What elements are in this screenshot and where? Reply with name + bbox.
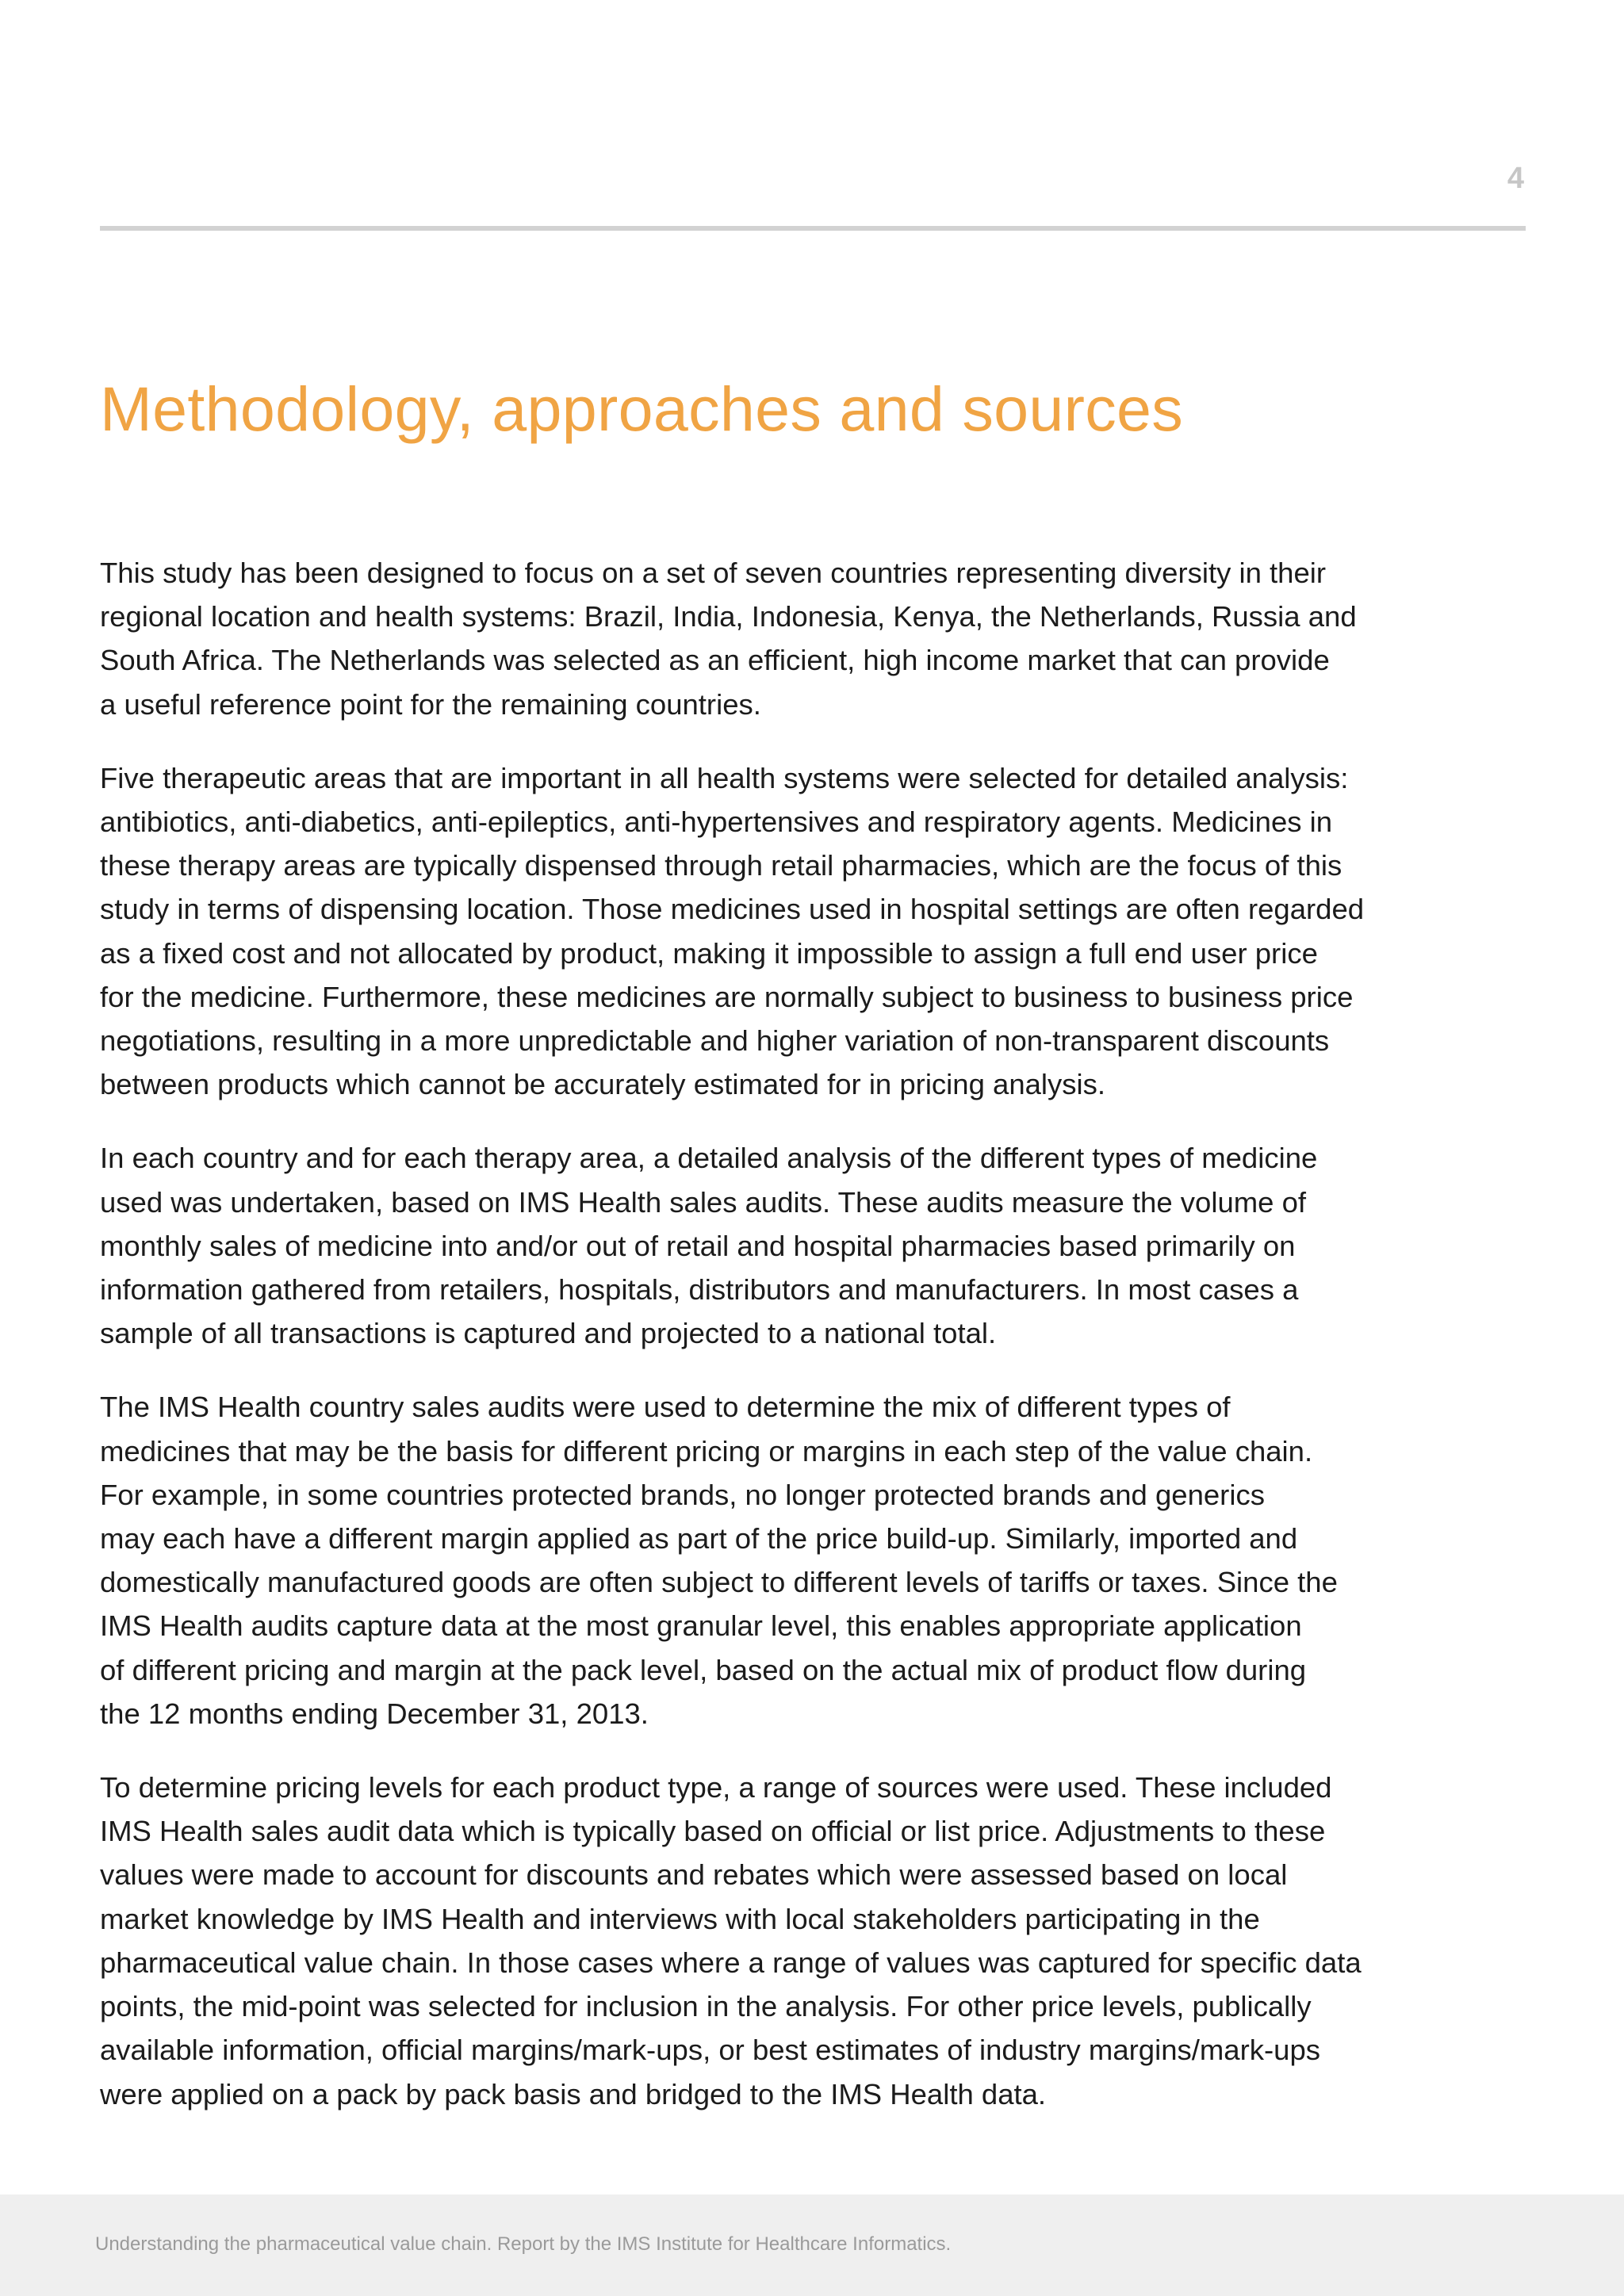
text-line: medicines that may be the basis for different pricing or margins in each step of the value chain.	[100, 1434, 1313, 1468]
paragraph-2	[100, 756, 1496, 1107]
text-line: a useful reference point for the remaining countries.	[100, 687, 761, 721]
body-text	[100, 551, 1496, 2146]
text-line: IMS Health audits capture data at the most granular level, this enables appropriate application	[100, 1609, 1302, 1643]
text-line: used was undertaken, based on IMS Health sales audits. These audits measure the volume of	[100, 1185, 1307, 1219]
text-line: available information, official margins/mark-ups, or best estimates of industry margins/mark-ups	[100, 2034, 1321, 2067]
text-line: In each country and for each therapy area, a detailed analysis of the different types of medicine	[100, 1142, 1318, 1175]
text-line: To determine pricing levels for each product type, a range of sources were used. These included	[100, 1771, 1332, 1804]
text-line: regional location and health systems: Brazil, India, Indonesia, Kenya, the Netherlands, Russia and	[100, 600, 1357, 633]
text-line: sample of all transactions is captured and projected to a national total.	[100, 1317, 997, 1350]
text-line: For example, in some countries protected brands, no longer protected brands and generics	[100, 1478, 1265, 1511]
text-line: the 12 months ending December 31, 2013.	[100, 1697, 649, 1730]
paragraph-4	[100, 1385, 1496, 1735]
text-line: of different pricing and margin at the pack level, based on the actual mix of product flow during	[100, 1653, 1307, 1686]
paragraph-3	[100, 1136, 1496, 1355]
text-line: Five therapeutic areas that are important in all health systems were selected for detailed analysis:	[100, 761, 1349, 794]
text-line: were applied on a pack by pack basis and bridged to the IMS Health data.	[100, 2077, 1047, 2110]
header-divider	[100, 226, 1526, 231]
text-line: monthly sales of medicine into and/or out of retail and hospital pharmacies based primarily on	[100, 1229, 1296, 1262]
text-line: information gathered from retailers, hospitals, distributors and manufacturers. In most cases a	[100, 1273, 1299, 1307]
text-line: between products which cannot be accurately estimated for in pricing analysis.	[100, 1068, 1106, 1101]
text-line: these therapy areas are typically dispensed through retail pharmacies, which are the focus of this	[100, 849, 1342, 882]
text-line: South Africa. The Netherlands was selected as an efficient, high income market that can provide	[100, 644, 1330, 677]
text-line: values were made to account for discounts and rebates which were assessed based on local	[100, 1858, 1288, 1892]
text-line: may each have a different margin applied as part of the price build-up. Similarly, imported and	[100, 1522, 1298, 1556]
text-line: study in terms of dispensing location. Those medicines used in hospital settings are often regarded	[100, 893, 1365, 926]
paragraph-5	[100, 1766, 1496, 2116]
text-line: as a fixed cost and not allocated by product, making it impossible to assign a full end user price	[100, 936, 1318, 970]
text-line: antibiotics, anti-diabetics, anti-epileptics, anti-hypertensives and respiratory agents. Medicines in	[100, 806, 1333, 839]
text-line: domestically manufactured goods are often subject to different levels of tariffs or taxes. Since the	[100, 1566, 1338, 1599]
text-line: for the medicine. Furthermore, these medicines are normally subject to business to business price	[100, 980, 1354, 1013]
text-line: negotiations, resulting in a more unpredictable and higher variation of non-transparent discounts	[100, 1024, 1330, 1058]
page-number: 4	[1507, 162, 1524, 195]
text-line: market knowledge by IMS Health and interviews with local stakeholders participating in the	[100, 1902, 1260, 1935]
text-line: This study has been designed to focus on a set of seven countries representing diversity in their	[100, 557, 1327, 589]
text-line: points, the mid-point was selected for inclusion in the analysis. For other price levels, publically	[100, 1990, 1312, 2023]
paragraph-1	[100, 551, 1496, 726]
text-line: The IMS Health country sales audits were used to determine the mix of different types of	[100, 1391, 1231, 1424]
text-line: IMS Health sales audit data which is typically based on official or list price. Adjustments to these	[100, 1815, 1326, 1848]
section-title: Methodology, approaches and sources	[100, 373, 1184, 444]
text-line: pharmaceutical value chain. In those cases where a range of values was captured for specific data	[100, 1946, 1362, 1979]
footer-citation: Understanding the pharmaceutical value chain. Report by the IMS Institute for Healthcare Informatics.	[95, 2233, 952, 2255]
